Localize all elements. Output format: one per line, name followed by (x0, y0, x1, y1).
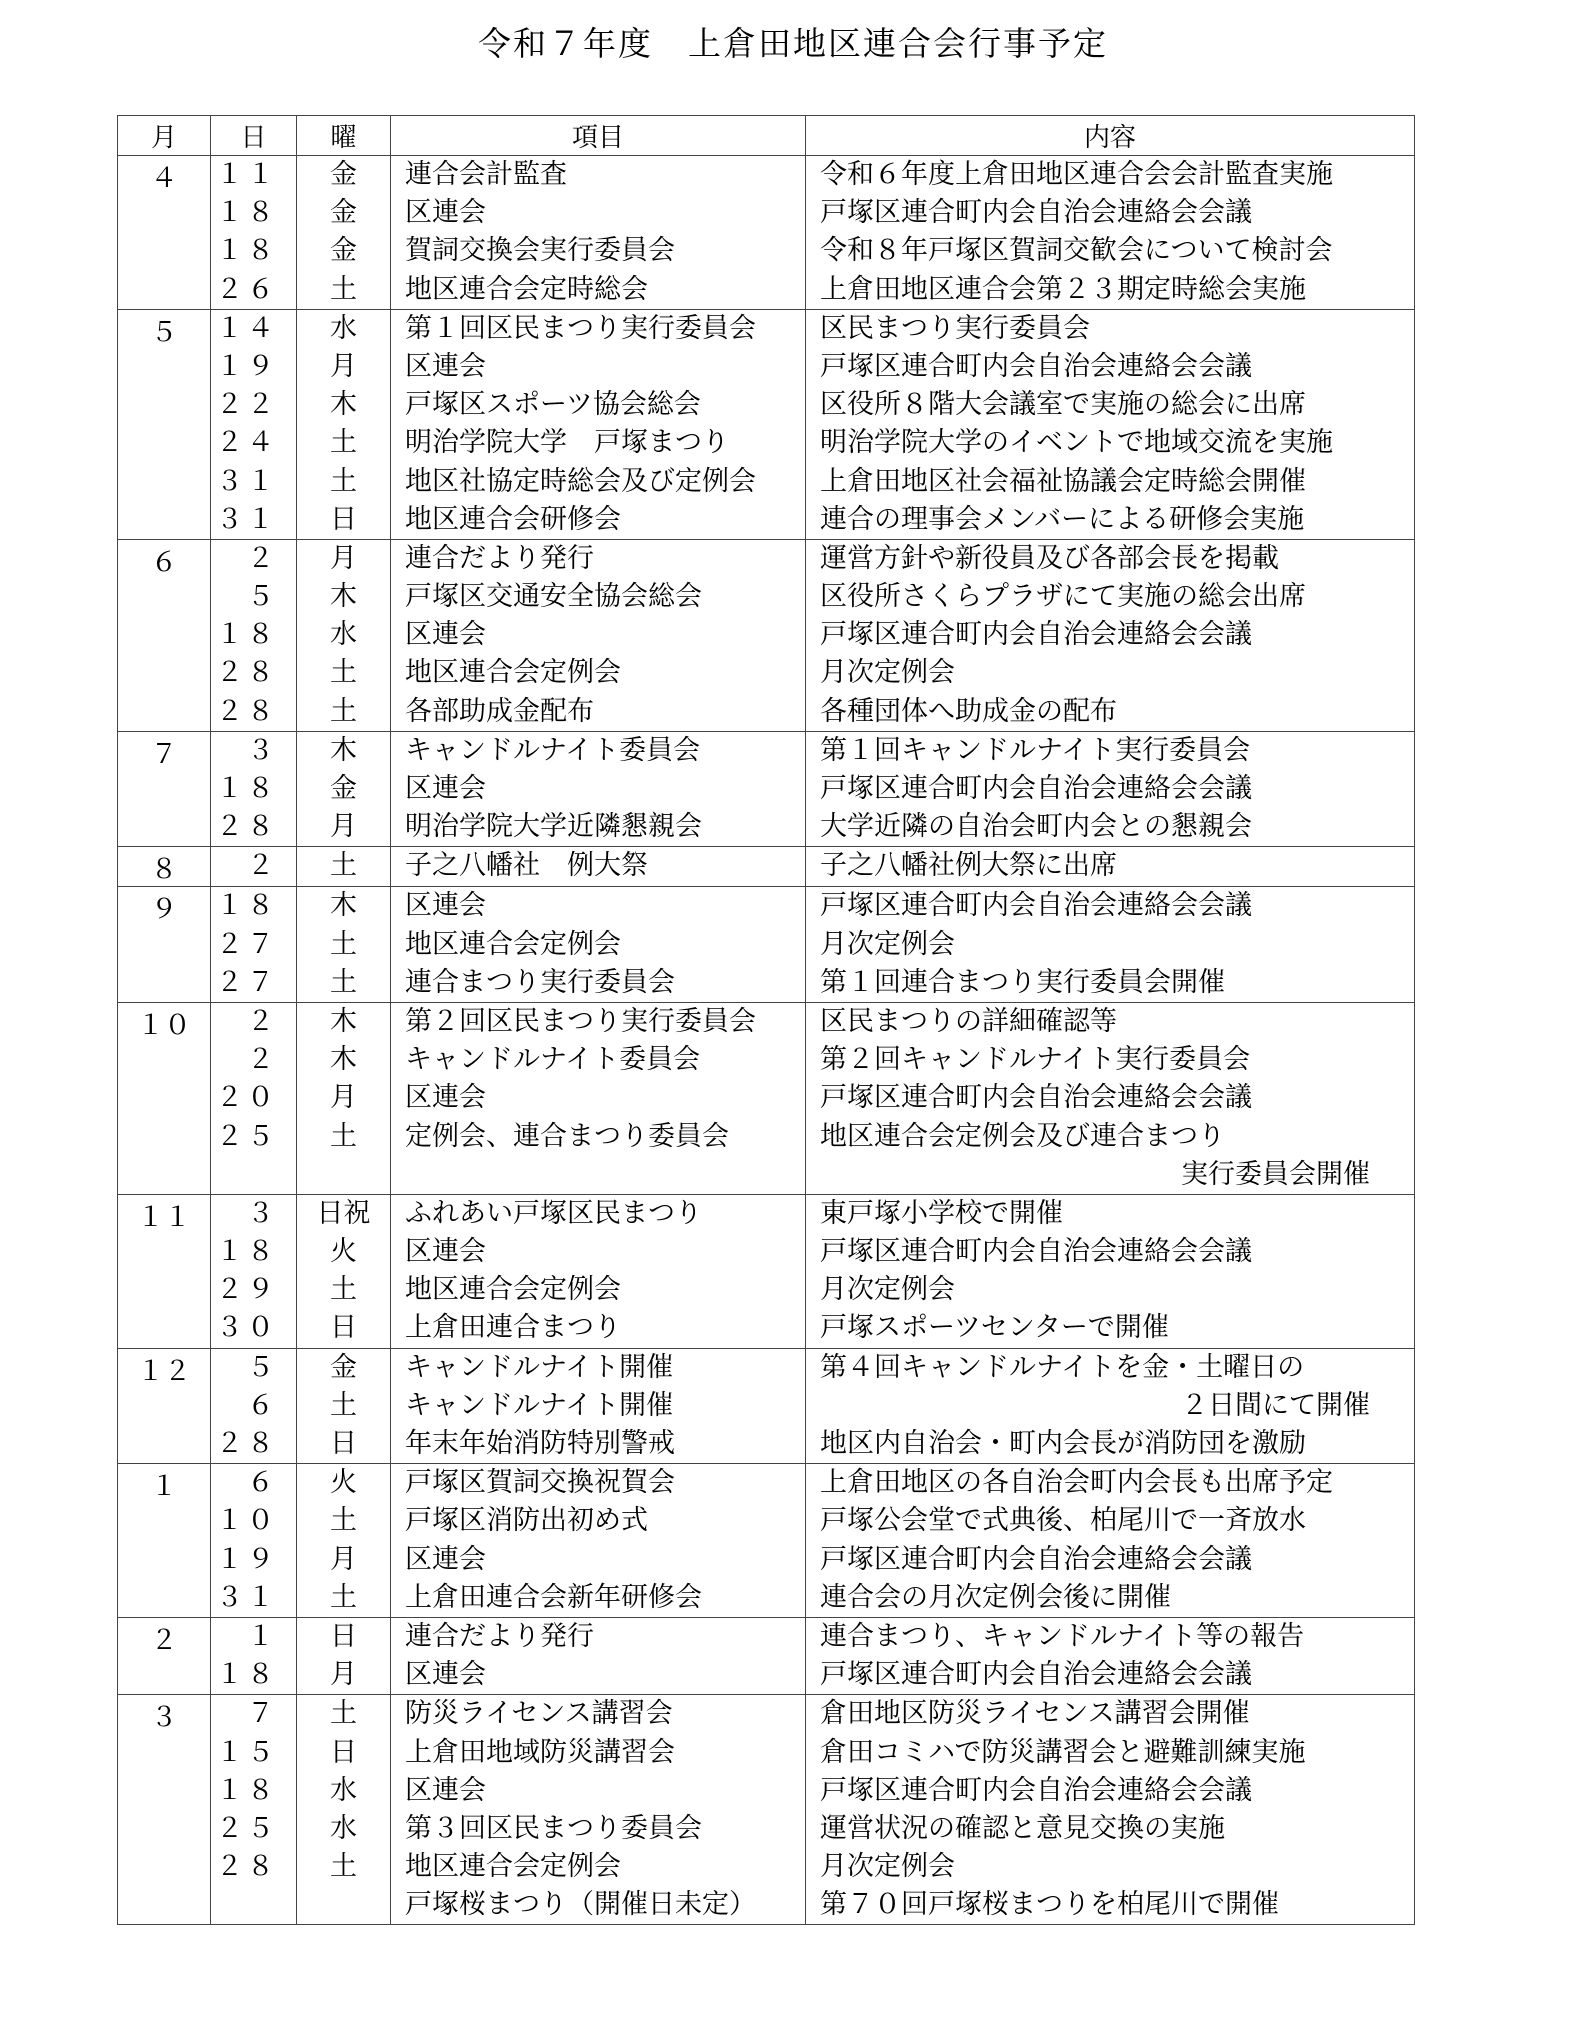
month-group (118, 731, 1415, 847)
event-item: 第１回区民まつり実行委員会 (405, 312, 756, 344)
event-description: 第７０回戸塚桜まつりを柏尾川で開催 (820, 1889, 1279, 1921)
day-value (211, 1886, 296, 1924)
day-value: ２４ (216, 427, 278, 459)
event-description: 運営方針や新役員及び各部会長を掲載 (820, 542, 1279, 574)
weekday-value: 月 (330, 1543, 357, 1575)
month-group (118, 156, 1415, 310)
day-value: １８ (216, 235, 278, 267)
day-cell (211, 847, 297, 887)
weekday-value: 土 (330, 966, 357, 998)
event-description: 第１回キャンドルナイト実行委員会 (820, 734, 1251, 766)
event-item: 防災ライセンス講習会 (405, 1698, 673, 1730)
weekday-value: 土 (330, 1505, 357, 1537)
event-description: 第２回キャンドルナイト実行委員会 (820, 1044, 1251, 1076)
weekday-value: 金 (330, 773, 357, 804)
dow-cell (297, 156, 391, 310)
weekday-value: 月 (330, 811, 357, 843)
item-cell (391, 847, 806, 887)
weekday-value: 土 (330, 465, 357, 497)
item-cell (391, 1002, 806, 1194)
event-item: 子之八幡社 例大祭 (405, 850, 648, 882)
month-group (118, 1695, 1415, 1925)
month-cell: ５ (118, 309, 211, 539)
event-description: 連合の理事会メンバーによる研修会実施 (820, 503, 1305, 535)
event-item: 連合会計監査 (405, 159, 567, 190)
weekday-value: 土 (330, 1274, 357, 1306)
table-row (118, 731, 1415, 847)
blank-line (211, 1156, 296, 1194)
weekday-value: 日祝 (316, 1197, 371, 1229)
table-row (118, 1348, 1415, 1464)
day-value: ２５ (216, 1812, 278, 1844)
day-value: ３１ (216, 1581, 278, 1613)
event-item: 上倉田地域防災講習会 (405, 1736, 675, 1768)
weekday-value: 土 (330, 850, 357, 882)
event-description: 第１回連合まつり実行委員会開催 (820, 966, 1225, 998)
blank-line (391, 1156, 805, 1194)
day-value: ７ (247, 1698, 278, 1730)
event-description: 戸塚区連合町内会自治会連絡会会議 (820, 1543, 1252, 1575)
month-cell: ７ (118, 731, 211, 847)
event-description: 東戸塚小学校で開催 (820, 1197, 1063, 1229)
table-row (118, 1617, 1415, 1694)
weekday-value: 木 (330, 734, 357, 766)
event-description: 地区連合会定例会及び連合まつり (820, 1120, 1225, 1152)
weekday-value: 土 (330, 1581, 357, 1613)
weekday-value: 土 (330, 695, 357, 727)
day-value: １ (247, 1620, 278, 1652)
desc-cell (806, 1695, 1415, 1925)
day-value: ３ (247, 734, 278, 766)
day-cell (211, 1348, 297, 1464)
event-item: 戸塚区賀詞交換祝賀会 (405, 1467, 675, 1499)
weekday-value: 日 (330, 1620, 357, 1652)
event-description: 戸塚区連合町内会自治会連絡会会議 (820, 197, 1252, 229)
event-description: 令和６年度上倉田地区連合会会計監査実施 (820, 159, 1333, 190)
weekday-value: 日 (330, 1428, 357, 1459)
header-row (118, 116, 1415, 156)
month-group (118, 539, 1415, 731)
event-description: 区役所８階大会議室で実施の総会に出席 (820, 389, 1306, 421)
day-value: ２６ (216, 273, 278, 305)
day-value: １８ (216, 197, 278, 229)
event-description: 戸塚区連合町内会自治会連絡会会議 (820, 350, 1252, 382)
item-cell (391, 539, 806, 731)
day-value: ２ (247, 542, 278, 574)
event-description: 戸塚区連合町内会自治会連絡会会議 (820, 1774, 1252, 1806)
weekday-value: 木 (330, 1044, 357, 1076)
table-row (118, 887, 1415, 1003)
event-item: 区連会 (405, 197, 486, 229)
item-cell (391, 731, 806, 847)
item-cell (391, 1617, 806, 1694)
event-description: 倉田コミハで防災講習会と避難訓練実施 (820, 1736, 1306, 1768)
desc-cell (806, 309, 1415, 539)
event-item: 賀詞交換会実行委員会 (405, 235, 675, 267)
weekday-value: 金 (330, 235, 357, 267)
desc-cell (806, 156, 1415, 310)
event-item: 連合まつり実行委員会 (405, 966, 675, 998)
dow-cell (297, 1194, 391, 1348)
day-cell (211, 539, 297, 731)
table-row (118, 1695, 1415, 1925)
event-item: 区連会 (405, 890, 486, 922)
event-item: 地区連合会定例会 (405, 928, 621, 960)
month-group (118, 1194, 1415, 1348)
dow-cell (297, 1464, 391, 1618)
desc-cell (806, 1617, 1415, 1694)
event-description: 戸塚区連合町内会自治会連絡会会議 (820, 1659, 1252, 1691)
month-cell: ４ (118, 156, 211, 310)
event-item: 区連会 (405, 1774, 486, 1806)
event-item: 地区社協定時総会及び定例会 (405, 465, 756, 497)
weekday-value: 月 (330, 350, 357, 382)
table-row (118, 539, 1415, 731)
event-description: 区民まつり実行委員会 (820, 312, 1090, 344)
weekday-value: 木 (330, 890, 357, 922)
month-group (118, 1617, 1415, 1694)
day-cell (211, 1194, 297, 1348)
page-title: 令和７年度 上倉田地区連合会行事予定 (478, 24, 1108, 63)
weekday-value: 土 (330, 273, 357, 305)
day-cell (211, 887, 297, 1003)
event-description: 連合会の月次定例会後に開催 (820, 1581, 1171, 1613)
event-item: 戸塚区スポーツ協会総会 (405, 389, 701, 421)
month-cell: １ (118, 1464, 211, 1618)
day-cell (211, 1464, 297, 1618)
day-value: ３１ (216, 465, 278, 497)
day-value: ５ (247, 581, 278, 613)
month-cell: １０ (118, 1002, 211, 1194)
weekday-value: 土 (330, 427, 357, 459)
weekday-value: 金 (330, 159, 357, 190)
event-item: 地区連合会定例会 (405, 657, 621, 689)
weekday-value: 火 (330, 1236, 357, 1268)
event-item: 戸塚区交通安全協会総会 (405, 581, 702, 613)
table-row (118, 1002, 1415, 1194)
weekday-value: 金 (330, 197, 357, 229)
event-item: 地区連合会定例会 (405, 1274, 621, 1306)
event-item: 区連会 (405, 1543, 486, 1575)
dow-cell (297, 1002, 391, 1194)
desc-cell (806, 539, 1415, 731)
event-item: 区連会 (405, 1082, 486, 1114)
day-value: ２８ (216, 1851, 278, 1883)
desc-cell (806, 1002, 1415, 1194)
month-group (118, 1464, 1415, 1618)
header-day: 日 (211, 116, 297, 156)
desc-cell (806, 1464, 1415, 1618)
day-value: １８ (216, 1659, 278, 1691)
weekday-value: 土 (330, 928, 357, 960)
day-value: ２２ (216, 389, 278, 421)
day-value: ３ (247, 1197, 278, 1229)
weekday-value: 水 (330, 1812, 357, 1844)
dow-cell (297, 1617, 391, 1694)
day-value: ２８ (216, 1428, 278, 1459)
weekday-value (297, 1886, 390, 1924)
day-value: ２０ (216, 1082, 278, 1114)
event-item: 上倉田連合会新年研修会 (405, 1581, 702, 1613)
dow-cell (297, 847, 391, 887)
event-item: 区連会 (405, 1236, 486, 1268)
day-value: ２ (247, 1044, 278, 1076)
month-cell: １１ (118, 1194, 211, 1348)
event-description: 令和８年戸塚区賀詞交歓会について検討会 (820, 235, 1333, 267)
day-value: １４ (216, 312, 278, 344)
event-item: ふれあい戸塚区民まつり (405, 1197, 702, 1229)
weekday-value: 水 (330, 312, 357, 344)
weekday-value: 月 (330, 1082, 357, 1114)
event-description: 月次定例会 (820, 657, 955, 689)
event-description: 第４回キャンドルナイトを金・土曜日の (820, 1351, 1305, 1383)
event-item: キャンドルナイト委員会 (405, 1044, 701, 1076)
day-value: １５ (216, 1736, 278, 1768)
event-description: 戸塚区連合町内会自治会連絡会会議 (820, 1082, 1252, 1114)
day-cell (211, 1002, 297, 1194)
desc-cell (806, 1194, 1415, 1348)
day-cell (211, 156, 297, 310)
event-description: 区役所さくらプラザにて実施の総会出席 (820, 581, 1306, 613)
event-description: 戸塚区連合町内会自治会連絡会会議 (820, 1236, 1252, 1268)
event-description: 大学近隣の自治会町内会との懇親会 (820, 811, 1252, 843)
event-item: 区連会 (405, 350, 486, 382)
event-item: 戸塚区消防出初め式 (405, 1505, 648, 1537)
event-description: 上倉田地区の各自治会町内会長も出席予定 (820, 1467, 1333, 1499)
schedule-table (117, 115, 1415, 1925)
weekday-value: 月 (330, 1659, 357, 1691)
weekday-value: 水 (330, 619, 357, 651)
day-cell (211, 309, 297, 539)
weekday-value: 木 (330, 389, 357, 421)
event-item: 連合だより発行 (405, 542, 594, 574)
day-value: １８ (216, 773, 278, 804)
day-value: ３１ (216, 503, 278, 535)
item-cell (391, 1194, 806, 1348)
weekday-value: 土 (330, 1851, 357, 1883)
desc-cell (806, 847, 1415, 887)
dow-cell (297, 309, 391, 539)
event-description: 戸塚スポーツセンターで開催 (820, 1312, 1169, 1344)
event-item: 明治学院大学近隣懇親会 (405, 811, 702, 843)
month-group (118, 1348, 1415, 1464)
event-description: 戸塚区連合町内会自治会連絡会会議 (820, 619, 1252, 651)
desc-cell (806, 887, 1415, 1003)
event-description: ２日間にて開催 (1181, 1389, 1370, 1421)
event-item: 地区連合会研修会 (405, 503, 621, 535)
day-value: ２９ (216, 1274, 278, 1306)
weekday-value: 木 (330, 1005, 357, 1037)
event-item: 地区連合会定例会 (405, 1851, 621, 1883)
event-item: キャンドルナイト開催 (405, 1389, 674, 1421)
header-dow: 曜 (297, 116, 391, 156)
weekday-value: 日 (330, 1736, 357, 1768)
day-value: １０ (216, 1505, 278, 1537)
dow-cell (297, 539, 391, 731)
table-row (118, 847, 1415, 887)
event-item: 地区連合会定時総会 (405, 273, 648, 305)
month-group (118, 887, 1415, 1003)
event-description: 戸塚公会堂で式典後、柏尾川で一斉放水 (820, 1505, 1306, 1537)
weekday-value: 木 (330, 581, 357, 613)
event-description: 上倉田地区社会福祉協議会定時総会開催 (820, 465, 1306, 497)
table-row (118, 1464, 1415, 1618)
event-description: 地区内自治会・町内会長が消防団を激励 (820, 1428, 1306, 1459)
day-value: ２ (247, 850, 278, 882)
day-value: ２７ (216, 928, 278, 960)
event-item: キャンドルナイト委員会 (405, 734, 701, 766)
weekday-value: 土 (330, 1698, 357, 1730)
event-item: 区連会 (405, 773, 486, 804)
event-description: 子之八幡社例大祭に出席 (820, 850, 1117, 882)
day-value: １８ (216, 619, 278, 651)
dow-cell (297, 1695, 391, 1925)
table-row (118, 1194, 1415, 1348)
day-cell (211, 731, 297, 847)
day-value: １８ (216, 1236, 278, 1268)
month-group (118, 309, 1415, 539)
table-row (118, 156, 1415, 310)
day-value: ６ (247, 1467, 278, 1499)
dow-cell (297, 1348, 391, 1464)
day-value: １１ (216, 159, 278, 190)
header-desc: 内容 (806, 116, 1415, 156)
desc-cell (806, 731, 1415, 847)
table-row (118, 309, 1415, 539)
event-item: 戸塚桜まつり（開催日未定） (405, 1889, 756, 1921)
item-cell (391, 156, 806, 310)
month-cell: ２ (118, 1617, 211, 1694)
event-item: 定例会、連合まつり委員会 (405, 1120, 729, 1152)
dow-cell (297, 887, 391, 1003)
month-cell: ９ (118, 887, 211, 1003)
blank-line (297, 1156, 390, 1194)
item-cell (391, 1348, 806, 1464)
event-item: キャンドルナイト開催 (405, 1351, 674, 1383)
day-cell (211, 1617, 297, 1694)
event-item: 明治学院大学 戸塚まつり (405, 427, 729, 459)
weekday-value: 土 (330, 1389, 357, 1421)
event-description: 月次定例会 (820, 1851, 955, 1883)
event-description: 戸塚区連合町内会自治会連絡会会議 (820, 890, 1252, 922)
weekday-value: 日 (330, 1312, 357, 1344)
day-value: ３０ (216, 1312, 278, 1344)
event-description: 月次定例会 (820, 928, 955, 960)
event-description: 戸塚区連合町内会自治会連絡会会議 (820, 773, 1252, 804)
month-cell: ３ (118, 1695, 211, 1925)
event-description: 区民まつりの詳細確認等 (820, 1005, 1117, 1037)
day-value: １９ (216, 1543, 278, 1575)
day-value: １９ (216, 350, 278, 382)
event-item: 区連会 (405, 1659, 486, 1691)
weekday-value: 水 (330, 1774, 357, 1806)
event-description: 明治学院大学のイベントで地域交流を実施 (820, 427, 1333, 459)
event-item: 年末年始消防特別警戒 (405, 1428, 675, 1459)
month-group (118, 1002, 1415, 1194)
item-cell (391, 1695, 806, 1925)
day-cell (211, 1695, 297, 1925)
item-cell (391, 309, 806, 539)
weekday-value: 金 (330, 1351, 357, 1383)
event-description: 月次定例会 (820, 1274, 955, 1306)
item-cell (391, 1464, 806, 1618)
weekday-value: 火 (330, 1467, 357, 1499)
event-item: 上倉田連合まつり (405, 1312, 621, 1344)
event-description: 連合まつり、キャンドルナイト等の報告 (820, 1620, 1305, 1652)
day-value: １８ (216, 890, 278, 922)
event-description: 各種団体へ助成金の配布 (820, 695, 1117, 727)
weekday-value: 土 (330, 1120, 357, 1152)
dow-cell (297, 731, 391, 847)
event-item: 連合だより発行 (405, 1620, 594, 1652)
event-description: 上倉田地区連合会第２３期定時総会実施 (820, 273, 1306, 305)
day-value: ２８ (216, 695, 278, 727)
event-description: 運営状況の確認と意見交換の実施 (820, 1812, 1225, 1844)
event-description: 実行委員会開催 (1181, 1158, 1370, 1190)
day-value: ５ (247, 1351, 278, 1383)
day-value: ６ (247, 1389, 278, 1421)
weekday-value: 日 (330, 503, 357, 535)
day-value: １８ (216, 1774, 278, 1806)
day-value: ２８ (216, 657, 278, 689)
header-item: 項目 (391, 116, 806, 156)
desc-cell (806, 1348, 1415, 1464)
event-item: 第３回区民まつり委員会 (405, 1812, 702, 1844)
day-value: ２ (247, 1005, 278, 1037)
day-value: ２５ (216, 1120, 278, 1152)
day-value: ２７ (216, 966, 278, 998)
day-value: ２８ (216, 811, 278, 843)
month-cell: ８ (118, 847, 211, 887)
event-item: 区連会 (405, 619, 486, 651)
event-item: 第２回区民まつり実行委員会 (405, 1005, 756, 1037)
header-month: 月 (118, 116, 211, 156)
event-item: 各部助成金配布 (405, 695, 594, 727)
month-cell: １２ (118, 1348, 211, 1464)
month-cell: ６ (118, 539, 211, 731)
weekday-value: 月 (330, 542, 357, 574)
event-description: 倉田地区防災ライセンス講習会開催 (820, 1698, 1250, 1730)
weekday-value: 土 (330, 657, 357, 689)
item-cell (391, 887, 806, 1003)
month-group (118, 847, 1415, 887)
